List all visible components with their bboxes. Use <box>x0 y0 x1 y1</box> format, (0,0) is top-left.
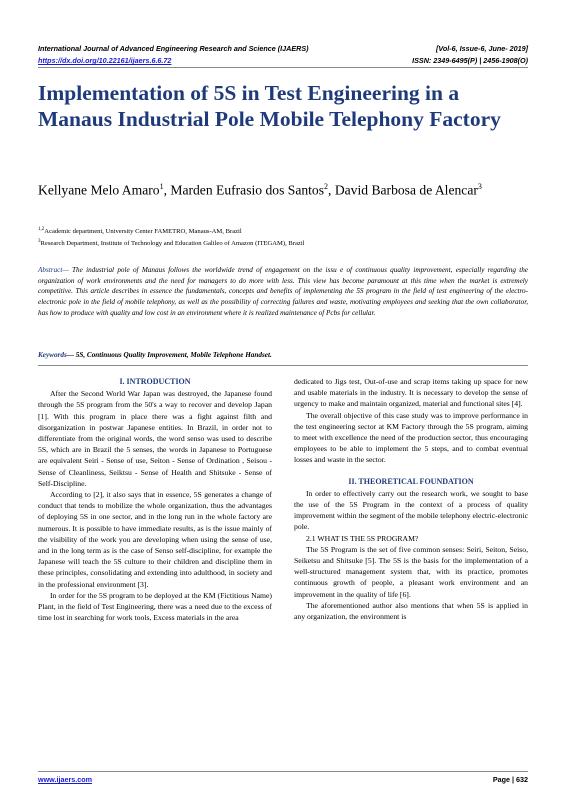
author-list <box>38 177 528 201</box>
affiliation <box>38 239 528 247</box>
paper-title: Implementation of 5S in Test Engineering in a Manaus Industrial Pole Mobile Telephony Factory <box>38 81 501 131</box>
footer-rule <box>38 771 528 772</box>
author-name: David Barbosa de Alencar <box>334 182 478 198</box>
affiliation-text: Academic department, University Center FAMETRO, Manaus-AM, Brazil <box>44 228 242 236</box>
affiliation-text: Research Department, Institute of Technology and Education Galileo of Amazon (ITEGAM), Brazil <box>40 240 305 248</box>
abstract-text: The industrial pole of Manaus follows the worldwide trend of engagement on the issu e of continuous quality improvement, especially regarding the organization of work environments and the need for managers to do more with less. This view has become paramount at this time when the market is extremely competitive. This article describes in essence the fundamentals, concepts and benefits of implementing the 5S program in the field of test engineering of the electro-electronic pole in the field of mobile telephony, as well as the possibility of correcting failures and waste, motivating employees and seeking that the own collaborator, has how to produce with quality and low cost in an environment where it is realized maintenance of Pcbs for cellular. <box>38 266 528 317</box>
affiliation-sup: 1,2 <box>38 227 45 232</box>
abstract-label: Abstract <box>38 266 63 274</box>
header-rule <box>38 67 528 68</box>
affiliation <box>38 227 528 235</box>
keywords-label: Keywords <box>38 351 67 359</box>
page-number: Page | 632 <box>492 775 528 784</box>
paragraph: In order for the 5S program to be deployed at the KM (Fictitious Name) Plant, in the field of Test Engineering, there was a need due to the excess of time lost in searching for work tools, Excess materials in the area <box>38 590 272 623</box>
author-sep: , <box>163 182 171 198</box>
left-column <box>38 376 272 623</box>
keywords-rule <box>38 365 528 366</box>
abstract <box>38 265 528 319</box>
author-sup: 3 <box>477 182 482 191</box>
right-column <box>294 376 528 622</box>
section-heading: I. INTRODUCTION <box>119 377 191 386</box>
paragraph: dedicated to Jigs test, Out-of-use and scrap items taking up space for new and usable materials in the industry. It is necessary to develop the sense of urgency to make and maintain organized, material and functional sites [4]. <box>294 377 528 409</box>
affiliation-sup: 3 <box>38 239 41 244</box>
paragraph: After the Second World War Japan was destroyed, the Japanese found through the 5S program from the 50's a way to recover and develop Japan [1]. With this program in place there was a fight against filth and disorganization in postwar Japanese entities. In Brazil, in order not to differentiate from the original words, the word senso was used to describe 5S, which are in Brazil the 5 senses, the words in Japanese to Portuguese are equivalent Seiri - Sense of use, Seiton - Sense of Ordination , Seisou - Sense of Cleanliness, Seiktsu - Sense of Health and Shitsuke - Sense of Self-Discipline. <box>38 389 272 488</box>
abstract-dash: — <box>62 266 73 274</box>
keywords <box>38 351 528 359</box>
paragraph: The 5S Program is the set of five common senses: Seiri, Seiton, Seiso, Seiketsu and Shitsuke [5]. The 5S is the basis for the implementation of a well-structured management system that, with its practice, promotes continuous growth of people, a pleasant work environment and an improvement in the quality of life [6]. <box>294 544 528 599</box>
section-heading: II. THEORETICAL FOUNDATION <box>348 476 474 486</box>
footer-site-link[interactable]: www.ijaers.com <box>38 775 93 784</box>
issn-info: ISSN: 2349-6495(P) | 2456-1908(O) <box>412 56 528 65</box>
paragraph: The overall objective of this case study was to improve performance in the test engineering sector at KM Factory through the 5S program, aiming to meet with excellence the need of the production sector, thus encouraging employees to be able to implement the 5 steps, and to combat eventual losses and waste in the sector. <box>294 410 528 465</box>
volume-info: [Vol-6, Issue-6, June- 2019] <box>435 44 528 53</box>
author-sep: , <box>328 182 335 198</box>
paragraph: The aforementioned author also mentions that when 5S is applied in any organization, the environment is <box>294 600 528 622</box>
paragraph: According to [2], it also says that in essence, 5S generates a change of conduct that tends to mobilize the whole organization, thus the advantages of deploying 5S in one sector, and in the long run in the whole factory are numerous. It is possible to have immediate results, as is the issue mainly of the visibility of the work you are developing when using the sense of use, and in the long term as is the case of Senso self-discipline, for example the Japanese will teach the 5S culture to their children and discipline them in these principles, consolidating and extending into adulthood, in society and in the professional environment [3]. <box>38 490 272 589</box>
doi-link[interactable]: https://dx.doi.org/10.22161/ijaers.6.6.72 <box>38 56 172 65</box>
keywords-text: — 5S, Continuous Quality Improvement, Mobile Telephone Handset. <box>66 351 272 359</box>
journal-name: International Journal of Advanced Engineering Research and Science (IJAERS) <box>38 44 309 53</box>
author-sup: 2 <box>324 182 329 191</box>
author-name: Marden Eufrasio dos Santos <box>170 182 325 198</box>
author-sup: 1 <box>159 182 164 191</box>
author-name: Kellyane Melo Amaro <box>38 182 160 198</box>
paragraph: In order to effectively carry out the research work, we sought to base the use of the 5S Program in the context of a process of quality improvement within the segment of the mobile telephony electric-electronic pole. <box>294 488 528 532</box>
subsection-heading: 2.1 WHAT IS THE 5S PROGRAM? <box>306 533 419 543</box>
